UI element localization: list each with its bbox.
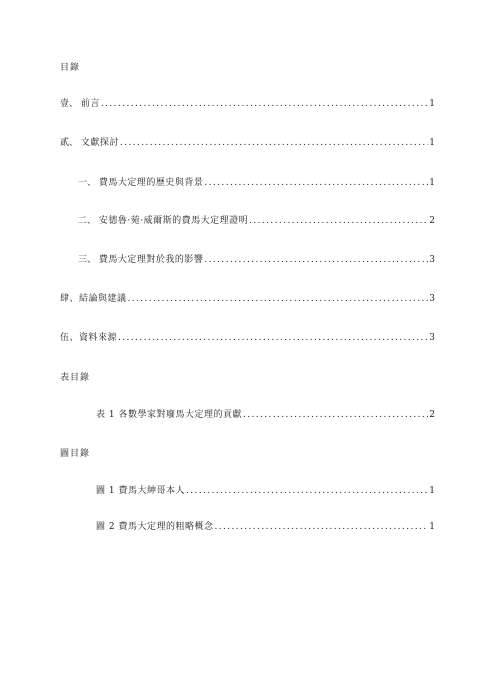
entry-page-number: 3 (429, 255, 435, 265)
entry-page-number: 3 (429, 294, 435, 304)
leader-dots (204, 255, 428, 265)
entry-page-number: 3 (429, 333, 435, 343)
toc-entry-references[interactable] (60, 331, 435, 343)
leader-dots (120, 138, 428, 148)
toc-entry-influence[interactable] (78, 253, 435, 265)
toc-entry-literature[interactable] (60, 136, 435, 148)
entry-number: 二、 (78, 216, 99, 226)
entry-title: 圖 2 費馬大定理的粗略概念 (96, 522, 214, 532)
toc-entry-proof[interactable] (78, 214, 435, 226)
table-list-heading: 表目錄 (60, 373, 91, 383)
entry-title: 前言 (80, 99, 100, 109)
entry-page-number: 1 (429, 99, 435, 109)
entry-number: 三、 (78, 255, 99, 265)
entry-number: 壹、 (60, 99, 81, 109)
toc-entry-preface[interactable] (60, 97, 435, 109)
leader-dots (118, 333, 428, 343)
leader-dots (128, 294, 429, 304)
entry-number: 一、 (78, 178, 99, 188)
entry-title: 肆、結論與建議 (60, 294, 127, 304)
entry-page-number: 1 (429, 138, 435, 148)
leader-dots (101, 99, 428, 109)
leader-dots (249, 216, 428, 226)
entry-page-number: 1 (429, 522, 435, 532)
entry-page-number: 2 (429, 410, 435, 420)
leader-dots (186, 486, 428, 496)
toc-entry-history[interactable] (78, 176, 435, 188)
table-list-entry-1[interactable] (96, 408, 435, 420)
toc-entry-conclusion[interactable] (60, 292, 435, 304)
entry-title: 文獻探討 (80, 138, 119, 148)
entry-page-number: 2 (429, 216, 435, 226)
toc-heading: 目錄 (60, 63, 81, 73)
leader-dots (214, 522, 428, 532)
entry-title: 費馬大定理對於我的影響 (98, 255, 204, 265)
entry-title: 圖 1 費馬大紳哥本人 (96, 486, 185, 496)
figure-list-entry-2[interactable] (96, 520, 435, 532)
leader-dots (204, 178, 428, 188)
entry-title: 伍、資料來源 (60, 333, 118, 343)
entry-number: 貳、 (60, 138, 81, 148)
entry-page-number: 1 (429, 486, 435, 496)
leader-dots (243, 410, 428, 420)
figure-list-heading: 圖目錄 (60, 449, 91, 459)
figure-list-entry-1[interactable] (96, 484, 435, 496)
entry-title: 表 1 各數學家對廢馬大定理的貢獻 (96, 410, 242, 420)
entry-title: 安德魯·菀·威爾斯的費馬大定理證明 (98, 216, 249, 226)
entry-title: 費馬大定理的歷史與背景 (98, 178, 204, 188)
entry-page-number: 1 (429, 178, 435, 188)
